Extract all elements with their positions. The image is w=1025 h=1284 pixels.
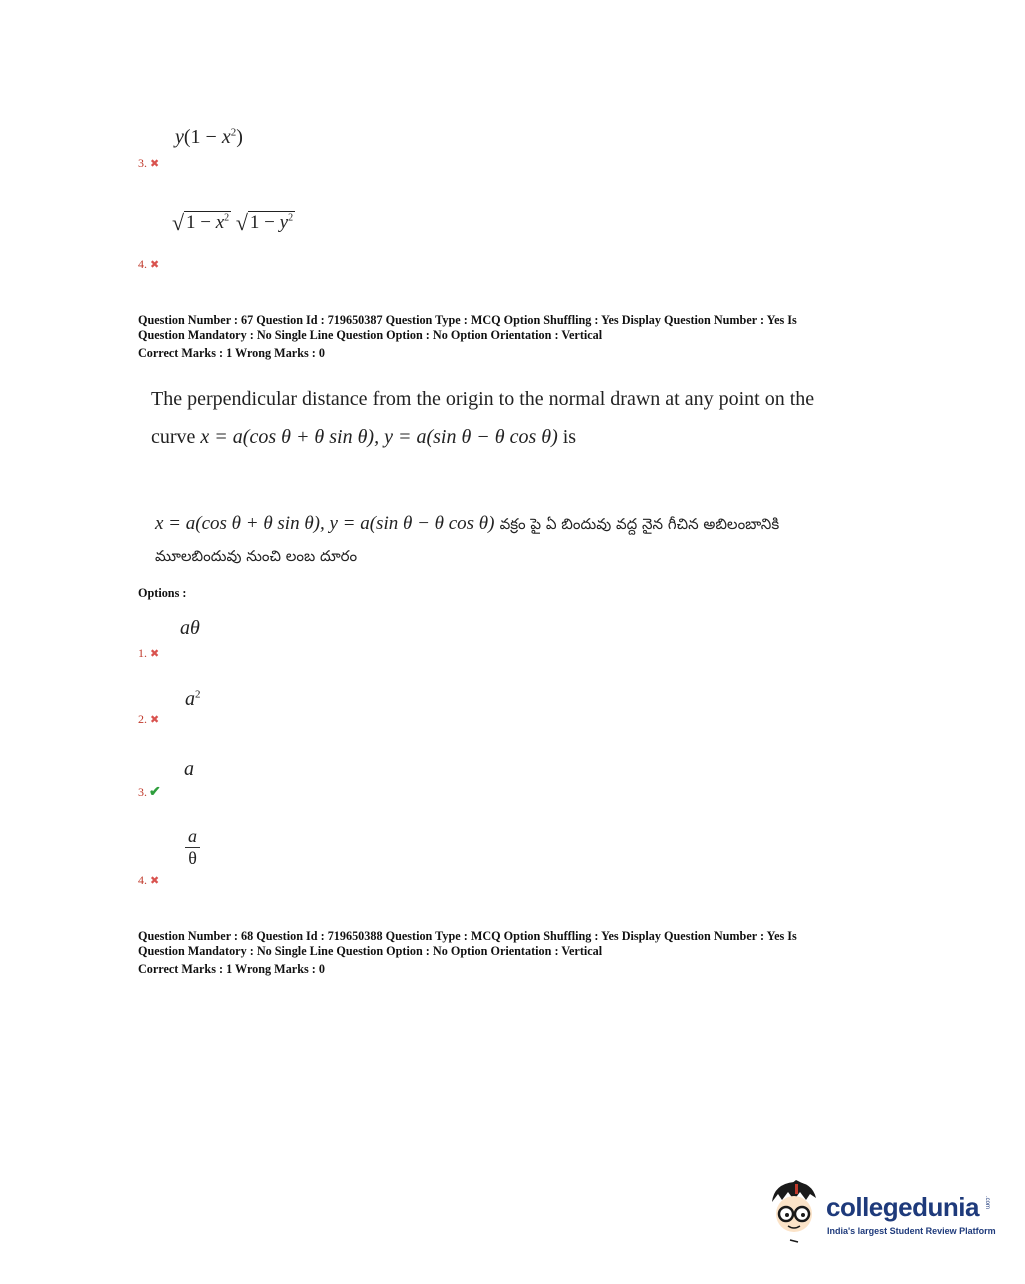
option-3-number: 3. ✔ bbox=[138, 785, 161, 800]
option-4-number: 4. ✖ bbox=[138, 873, 160, 887]
question-67-meta-line2: Question Mandatory : No Single Line Question Option : No Option Orientation : Vertical bbox=[138, 328, 603, 342]
question-67-telugu-equation: x = a(cos θ + θ sin θ), y = a(sin θ − θ cos θ) bbox=[155, 513, 495, 534]
wrong-mark-icon: ✖ bbox=[150, 259, 160, 271]
question-67-meta-line3: Correct Marks : 1 Wrong Marks : 0 bbox=[138, 346, 325, 360]
option-2-number: 2. ✖ bbox=[138, 712, 160, 726]
wrong-mark-icon: ✖ bbox=[150, 158, 160, 170]
question-67-meta-line1: Question Number : 67 Question Id : 719650387 Question Type : MCQ Option Shuffling : Yes Display Question Number : Yes Is bbox=[138, 313, 797, 327]
prev-option-4-expr: √ $1 - x^2$ √ $1 - y^2$ bbox=[172, 210, 294, 235]
prev-option-3-number: 3. ✖ bbox=[138, 156, 160, 170]
check-mark-icon: ✔ bbox=[149, 785, 161, 800]
collegedunia-logo[interactable] bbox=[766, 1176, 996, 1244]
question-67-english-line1: The perpendicular distance from the origin to the normal drawn at any point on the bbox=[151, 388, 815, 410]
option-1-number: 1. ✖ bbox=[138, 646, 160, 660]
wrong-mark-icon: ✖ bbox=[150, 648, 160, 660]
logo-tagline: India's largest Student Review Platform bbox=[827, 1226, 996, 1236]
options-label: Options : bbox=[138, 586, 187, 600]
option-2-expr: $a^2$ bbox=[185, 688, 201, 710]
option-4-expr: $\frac{a}{\theta}$ bbox=[185, 826, 200, 869]
prev-option-4-number: 4. ✖ bbox=[138, 257, 160, 271]
question-67-telugu-line1: వక్రం పై ఏ బిందువు వద్ద నైన గీచిన అబిలంబానికి bbox=[499, 515, 780, 533]
question-67-telugu bbox=[155, 508, 885, 572]
wrong-mark-icon: ✖ bbox=[150, 875, 160, 887]
option-1-expr: aθ bbox=[180, 617, 200, 639]
question-67-meta bbox=[138, 313, 898, 361]
option-3-expr: a bbox=[184, 758, 194, 780]
question-68-meta bbox=[138, 929, 898, 977]
question-67-equation: x = a(cos θ + θ sin θ), y = a(sin θ − θ cos θ) bbox=[200, 426, 558, 448]
logo-brand: collegedunia bbox=[826, 1192, 979, 1222]
logo-suffix: .com bbox=[984, 1196, 990, 1210]
question-67-english-line2: curve x = a(cos θ + θ sin θ), y = a(sin θ − θ cos θ) is bbox=[151, 426, 577, 448]
question-67-english bbox=[151, 380, 891, 456]
prev-option-3-expr: $y(1 - x^2)$ bbox=[175, 126, 243, 148]
mascot-icon bbox=[766, 1176, 824, 1244]
question-67-telugu-line2: మూలబిందువు నుంచి లంబ దూరం bbox=[155, 547, 358, 565]
question-68-meta-line2: Question Mandatory : No Single Line Question Option : No Option Orientation : Vertical bbox=[138, 944, 603, 958]
wrong-mark-icon: ✖ bbox=[150, 714, 160, 726]
question-68-meta-line3: Correct Marks : 1 Wrong Marks : 0 bbox=[138, 962, 325, 976]
question-68-meta-line1: Question Number : 68 Question Id : 719650388 Question Type : MCQ Option Shuffling : Yes Display Question Number : Yes Is bbox=[138, 929, 797, 943]
